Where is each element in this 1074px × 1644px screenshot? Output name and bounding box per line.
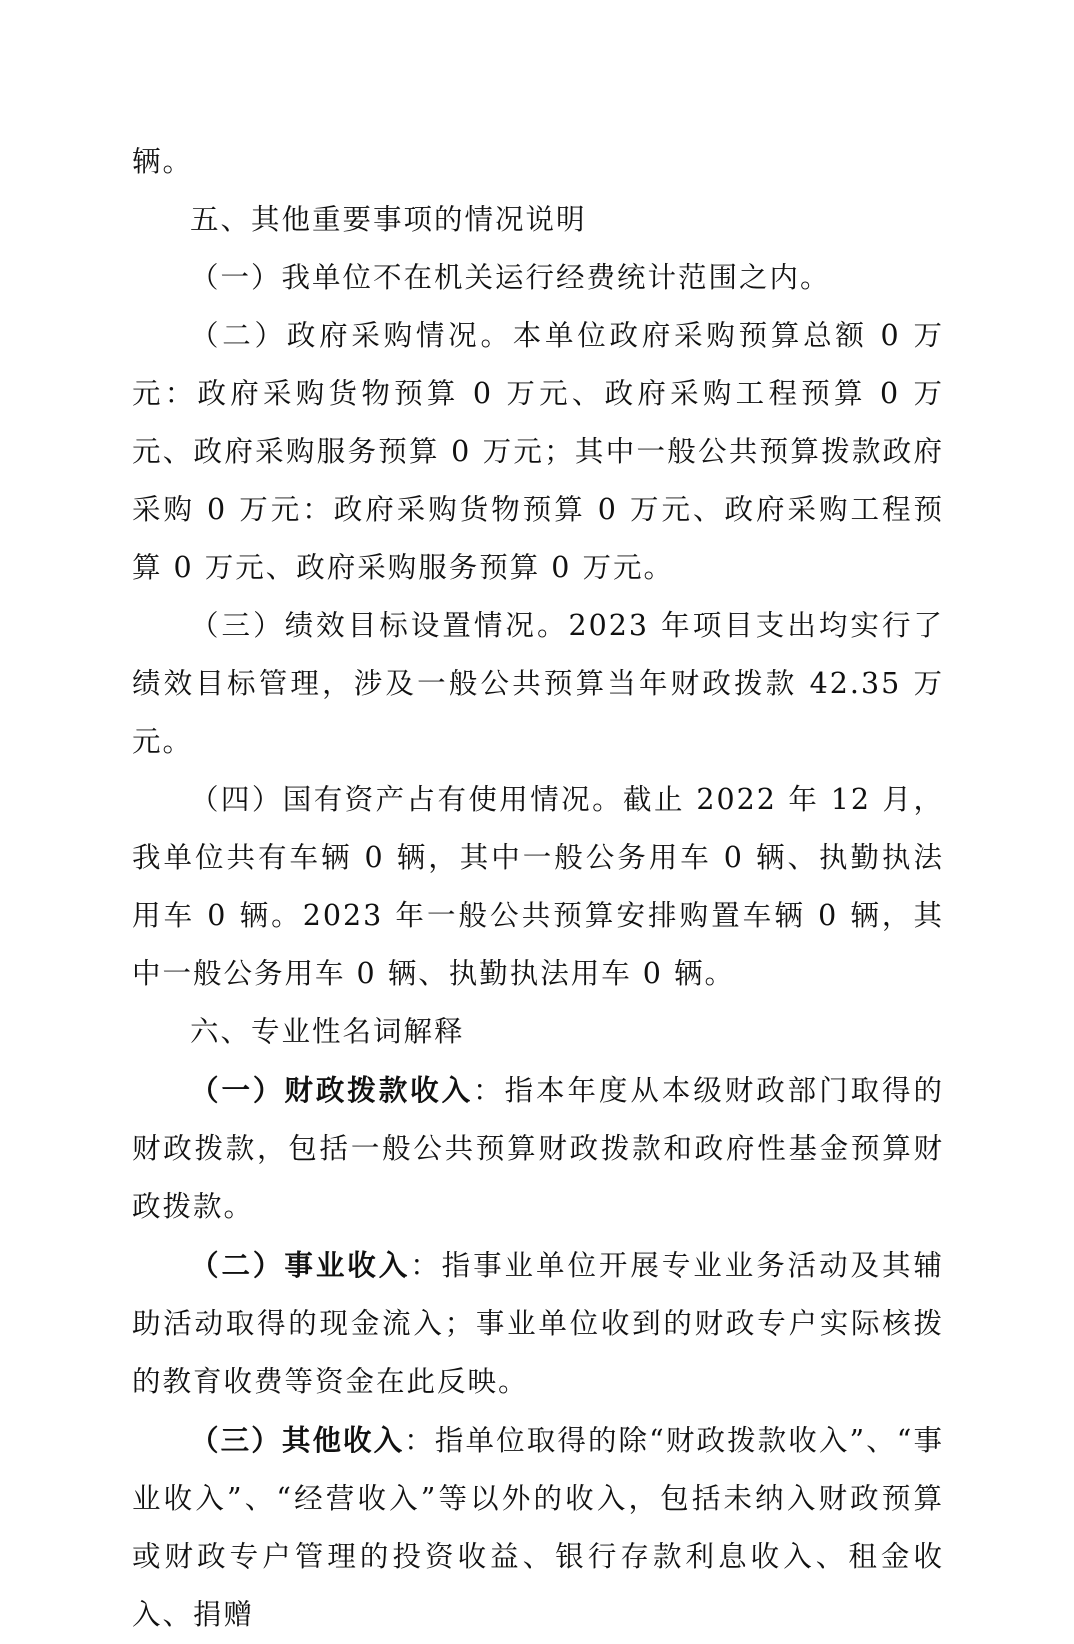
definition-text-2: ：指事业单位开展专业业务活动及其辅助活动取得的现金流入；事业单位收到的财政专户实际核拨的教育收费等资金在此反映。 [132,1249,944,1398]
section-6-heading: 六、专业性名词解释 [190,1015,465,1048]
definition-text-1: ：指本年度从本级财政部门取得的财政拨款，包括一般公共预算财政拨款和政府性基金预算财政拨款。 [132,1074,944,1223]
section-5-paragraph-4: （四）国有资产占有使用情况。截止 2022 年 12 月，我单位共有车辆 0 辆，其中一般公务用车 0 辆、执勤执法用车 0 辆。2023 年一般公共预算安排购置车辆 0 辆，其中一般公务用车 0 辆、执勤执法用车 0 辆。 [132,783,944,990]
definition-item-1 [132,1061,944,1236]
section-5-paragraph-2: （二）政府采购情况。本单位政府采购预算总额 0 万元：政府采购货物预算 0 万元、政府采购工程预算 0 万元、政府采购服务预算 0 万元；其中一般公共预算拨款政府采购 0 万元：政府采购货物预算 0 万元、政府采购工程预算 0 万元、政府采购服务预算 0 万元。 [132,319,944,584]
definition-term-2: （二）事业收入 [190,1248,411,1282]
section-5-heading: 五、其他重要事项的情况说明 [190,203,587,236]
continuation-line: 辆。 [132,145,194,178]
section-5-paragraph-3: （三）绩效目标设置情况。2023 年项目支出均实行了绩效目标管理，涉及一般公共预算当年财政拨款 42.35 万元。 [132,609,944,758]
definition-term-1: （一）财政拨款收入 [190,1073,474,1107]
document-body [132,133,944,1644]
definition-term-3: （三）其他收入 [190,1423,405,1457]
definition-item-2 [132,1236,944,1411]
definition-text-3: ：指单位取得的除“财政拨款收入”、“事业收入”、“经营收入”等以外的收入，包括未纳入财政预算或财政专户管理的投资收益、银行存款利息收入、租金收入、捐赠 [132,1424,944,1631]
section-5-paragraph-1: （一）我单位不在机关运行经费统计范围之内。 [190,261,831,294]
definition-item-3 [132,1411,944,1644]
